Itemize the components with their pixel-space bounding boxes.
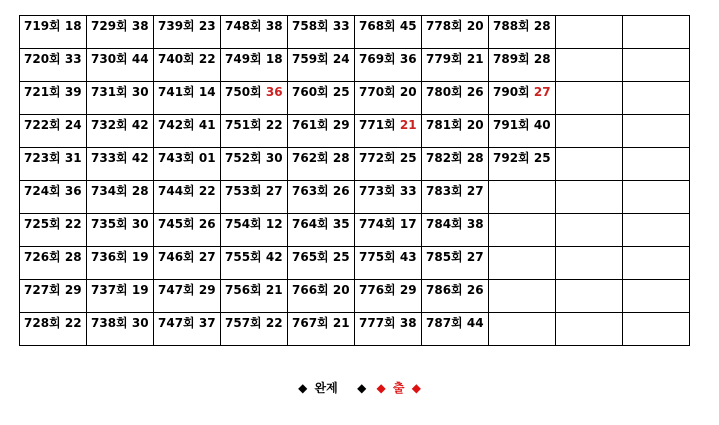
table-cell	[422, 313, 489, 346]
number-value: 21	[265, 283, 283, 297]
table-cell	[221, 313, 288, 346]
round-label: 753회	[225, 184, 262, 198]
table-cell	[20, 115, 87, 148]
number-value: 30	[131, 316, 149, 330]
round-label: 744회	[158, 184, 195, 198]
table-cell	[556, 247, 623, 280]
number-value: 25	[533, 151, 551, 165]
red-diamond-icon: ◆	[411, 381, 421, 395]
table-cell	[355, 115, 422, 148]
table-cell	[422, 280, 489, 313]
number-value: 01	[198, 151, 216, 165]
number-value: 38	[399, 316, 417, 330]
table-cell	[355, 280, 422, 313]
round-label: 751회	[225, 118, 262, 132]
number-value: 26	[198, 217, 216, 231]
number-value: 29	[64, 283, 82, 297]
round-label: 792회	[493, 151, 530, 165]
number-value: 30	[265, 151, 283, 165]
table-cell	[623, 148, 690, 181]
table-cell	[20, 148, 87, 181]
table-cell	[489, 148, 556, 181]
number-value: 42	[265, 250, 283, 264]
table-cell	[489, 247, 556, 280]
table-cell	[556, 115, 623, 148]
round-label: 759회	[292, 52, 329, 66]
round-label: 763회	[292, 184, 329, 198]
number-value: 27	[466, 184, 484, 198]
table-cell	[623, 16, 690, 49]
table-cell	[556, 280, 623, 313]
round-label: 779회	[426, 52, 463, 66]
round-label: 757회	[225, 316, 262, 330]
table-row	[20, 82, 690, 115]
round-label: 719회	[24, 19, 61, 33]
table-row	[20, 181, 690, 214]
red-diamond-icon: ◆	[376, 381, 386, 395]
round-label: 766회	[292, 283, 329, 297]
round-label: 747회	[158, 283, 195, 297]
table-cell	[489, 16, 556, 49]
round-label: 723회	[24, 151, 61, 165]
table-row	[20, 214, 690, 247]
number-value: 22	[64, 316, 82, 330]
round-label: 781회	[426, 118, 463, 132]
table-cell	[221, 49, 288, 82]
table-cell	[422, 16, 489, 49]
round-label: 752회	[225, 151, 262, 165]
table-cell	[355, 16, 422, 49]
number-value: 33	[332, 19, 350, 33]
round-label: 727회	[24, 283, 61, 297]
table-cell	[87, 16, 154, 49]
round-label: 732회	[91, 118, 128, 132]
table-cell	[355, 214, 422, 247]
number-value: 40	[533, 118, 551, 132]
table-cell	[623, 313, 690, 346]
round-label: 729회	[91, 19, 128, 33]
table-cell	[87, 181, 154, 214]
legend-footer	[0, 379, 719, 397]
table-cell	[355, 49, 422, 82]
round-label: 747회	[158, 316, 195, 330]
number-value: 29	[198, 283, 216, 297]
number-value: 27	[198, 250, 216, 264]
table-cell	[556, 49, 623, 82]
legend-label-red: 출	[392, 381, 405, 395]
round-label: 761회	[292, 118, 329, 132]
table-cell	[221, 82, 288, 115]
number-value: 26	[466, 85, 484, 99]
number-value: 27	[533, 85, 551, 99]
round-label: 730회	[91, 52, 128, 66]
table-cell	[87, 82, 154, 115]
number-value: 28	[533, 19, 551, 33]
table-cell	[221, 115, 288, 148]
round-label: 788회	[493, 19, 530, 33]
round-label: 731회	[91, 85, 128, 99]
table-cell	[20, 82, 87, 115]
round-label: 765회	[292, 250, 329, 264]
table-cell	[87, 280, 154, 313]
table-cell	[154, 181, 221, 214]
table-cell	[623, 115, 690, 148]
number-value: 29	[332, 118, 350, 132]
round-label: 787회	[426, 316, 463, 330]
table-cell	[355, 313, 422, 346]
number-table-body	[20, 16, 690, 346]
number-value: 21	[399, 118, 417, 132]
number-value: 18	[64, 19, 82, 33]
round-label: 773회	[359, 184, 396, 198]
number-value: 44	[131, 52, 149, 66]
table-cell	[87, 313, 154, 346]
table-cell	[288, 181, 355, 214]
number-value: 22	[198, 184, 216, 198]
number-value: 22	[64, 217, 82, 231]
table-cell	[154, 280, 221, 313]
number-value: 18	[265, 52, 283, 66]
table-cell	[154, 82, 221, 115]
round-label: 785회	[426, 250, 463, 264]
table-cell	[556, 82, 623, 115]
round-label: 750회	[225, 85, 262, 99]
table-cell	[355, 82, 422, 115]
table-cell	[422, 49, 489, 82]
table-cell	[556, 214, 623, 247]
table-cell	[221, 148, 288, 181]
round-label: 746회	[158, 250, 195, 264]
table-cell	[288, 280, 355, 313]
round-label: 726회	[24, 250, 61, 264]
table-cell	[20, 280, 87, 313]
number-value: 38	[466, 217, 484, 231]
table-cell	[556, 181, 623, 214]
number-value: 36	[265, 85, 283, 99]
table-cell	[20, 49, 87, 82]
round-label: 769회	[359, 52, 396, 66]
table-cell	[422, 214, 489, 247]
round-label: 772회	[359, 151, 396, 165]
round-label: 774회	[359, 217, 396, 231]
round-label: 784회	[426, 217, 463, 231]
table-row	[20, 16, 690, 49]
table-cell	[87, 49, 154, 82]
number-value: 38	[265, 19, 283, 33]
table-cell	[288, 115, 355, 148]
number-value: 24	[64, 118, 82, 132]
number-value: 27	[265, 184, 283, 198]
round-label: 777회	[359, 316, 396, 330]
round-label: 767회	[292, 316, 329, 330]
number-value: 23	[198, 19, 216, 33]
round-label: 737회	[91, 283, 128, 297]
table-cell	[221, 16, 288, 49]
table-cell	[288, 49, 355, 82]
number-value: 44	[466, 316, 484, 330]
table-cell	[422, 82, 489, 115]
round-label: 786회	[426, 283, 463, 297]
table-cell	[154, 49, 221, 82]
table-cell	[154, 313, 221, 346]
table-cell	[288, 16, 355, 49]
table-cell	[556, 148, 623, 181]
table-cell	[20, 16, 87, 49]
number-value: 29	[399, 283, 417, 297]
black-diamond-icon: ◆	[357, 381, 367, 395]
number-value: 14	[198, 85, 216, 99]
number-value: 43	[399, 250, 417, 264]
round-label: 768회	[359, 19, 396, 33]
table-cell	[288, 148, 355, 181]
table-cell	[87, 214, 154, 247]
table-cell	[221, 181, 288, 214]
round-label: 720회	[24, 52, 61, 66]
round-label: 776회	[359, 283, 396, 297]
table-cell	[489, 49, 556, 82]
table-cell	[20, 247, 87, 280]
round-label: 738회	[91, 316, 128, 330]
table-row	[20, 49, 690, 82]
round-label: 743회	[158, 151, 195, 165]
table-row	[20, 148, 690, 181]
table-cell	[556, 313, 623, 346]
table-cell	[623, 181, 690, 214]
number-value: 26	[332, 184, 350, 198]
round-label: 755회	[225, 250, 262, 264]
table-cell	[489, 82, 556, 115]
round-label: 775회	[359, 250, 396, 264]
table-cell	[623, 280, 690, 313]
table-cell	[20, 181, 87, 214]
table-cell	[422, 247, 489, 280]
table-cell	[623, 49, 690, 82]
round-label: 749회	[225, 52, 262, 66]
table-cell	[489, 313, 556, 346]
table-cell	[355, 148, 422, 181]
number-value: 33	[399, 184, 417, 198]
legend-label-black: 완제	[314, 381, 338, 395]
round-label: 748회	[225, 19, 262, 33]
table-cell	[154, 214, 221, 247]
round-label: 742회	[158, 118, 195, 132]
number-value: 28	[466, 151, 484, 165]
number-value: 31	[64, 151, 82, 165]
table-cell	[154, 115, 221, 148]
table-cell	[288, 82, 355, 115]
round-label: 780회	[426, 85, 463, 99]
table-cell	[288, 313, 355, 346]
table-cell	[422, 181, 489, 214]
number-value: 26	[466, 283, 484, 297]
number-value: 33	[64, 52, 82, 66]
number-value: 39	[64, 85, 82, 99]
number-value: 28	[533, 52, 551, 66]
table-cell	[489, 214, 556, 247]
round-label: 789회	[493, 52, 530, 66]
number-value: 36	[64, 184, 82, 198]
number-value: 17	[399, 217, 417, 231]
round-label: 754회	[225, 217, 262, 231]
number-value: 22	[198, 52, 216, 66]
round-label: 764회	[292, 217, 329, 231]
round-label: 741회	[158, 85, 195, 99]
table-cell	[489, 181, 556, 214]
table-cell	[154, 16, 221, 49]
number-value: 20	[399, 85, 417, 99]
number-value: 28	[131, 184, 149, 198]
table-cell	[489, 280, 556, 313]
number-value: 45	[399, 19, 417, 33]
round-label: 725회	[24, 217, 61, 231]
table-row	[20, 115, 690, 148]
round-label: 762회	[292, 151, 329, 165]
round-label: 739회	[158, 19, 195, 33]
table-cell	[20, 313, 87, 346]
round-label: 758회	[292, 19, 329, 33]
table-cell	[623, 214, 690, 247]
round-label: 722회	[24, 118, 61, 132]
round-label: 778회	[426, 19, 463, 33]
number-value: 21	[332, 316, 350, 330]
number-value: 35	[332, 217, 350, 231]
number-value: 27	[466, 250, 484, 264]
number-value: 21	[466, 52, 484, 66]
number-value: 20	[466, 19, 484, 33]
number-value: 42	[131, 118, 149, 132]
table-cell	[154, 247, 221, 280]
table-cell	[623, 247, 690, 280]
number-value: 28	[64, 250, 82, 264]
table-cell	[288, 247, 355, 280]
table-cell	[87, 247, 154, 280]
number-value: 30	[131, 217, 149, 231]
table-cell	[355, 247, 422, 280]
table-cell	[355, 181, 422, 214]
table-cell	[87, 115, 154, 148]
number-table	[19, 15, 690, 346]
round-label: 724회	[24, 184, 61, 198]
number-value: 38	[131, 19, 149, 33]
round-label: 734회	[91, 184, 128, 198]
round-label: 728회	[24, 316, 61, 330]
number-value: 25	[332, 250, 350, 264]
table-cell	[422, 148, 489, 181]
round-label: 782회	[426, 151, 463, 165]
table-cell	[221, 247, 288, 280]
round-label: 770회	[359, 85, 396, 99]
number-value: 20	[332, 283, 350, 297]
number-value: 36	[399, 52, 417, 66]
table-cell	[221, 214, 288, 247]
table-cell	[221, 280, 288, 313]
table-cell	[154, 148, 221, 181]
number-value: 37	[198, 316, 216, 330]
table-cell	[623, 82, 690, 115]
table-row	[20, 247, 690, 280]
round-label: 736회	[91, 250, 128, 264]
number-value: 12	[265, 217, 283, 231]
number-value: 22	[265, 118, 283, 132]
number-value: 25	[399, 151, 417, 165]
number-value: 28	[332, 151, 350, 165]
round-label: 783회	[426, 184, 463, 198]
number-value: 25	[332, 85, 350, 99]
round-label: 740회	[158, 52, 195, 66]
number-value: 42	[131, 151, 149, 165]
table-row	[20, 280, 690, 313]
table-cell	[489, 115, 556, 148]
number-value: 22	[265, 316, 283, 330]
round-label: 760회	[292, 85, 329, 99]
table-cell	[422, 115, 489, 148]
number-value: 41	[198, 118, 216, 132]
table-cell	[288, 214, 355, 247]
black-diamond-icon: ◆	[298, 381, 308, 395]
round-label: 790회	[493, 85, 530, 99]
table-cell	[87, 148, 154, 181]
round-label: 771회	[359, 118, 396, 132]
round-label: 721회	[24, 85, 61, 99]
round-label: 733회	[91, 151, 128, 165]
number-value: 19	[131, 283, 149, 297]
round-label: 745회	[158, 217, 195, 231]
number-value: 19	[131, 250, 149, 264]
table-cell	[556, 16, 623, 49]
number-value: 20	[466, 118, 484, 132]
table-row	[20, 313, 690, 346]
round-label: 791회	[493, 118, 530, 132]
round-label: 756회	[225, 283, 262, 297]
number-value: 24	[332, 52, 350, 66]
number-value: 30	[131, 85, 149, 99]
table-cell	[20, 214, 87, 247]
round-label: 735회	[91, 217, 128, 231]
